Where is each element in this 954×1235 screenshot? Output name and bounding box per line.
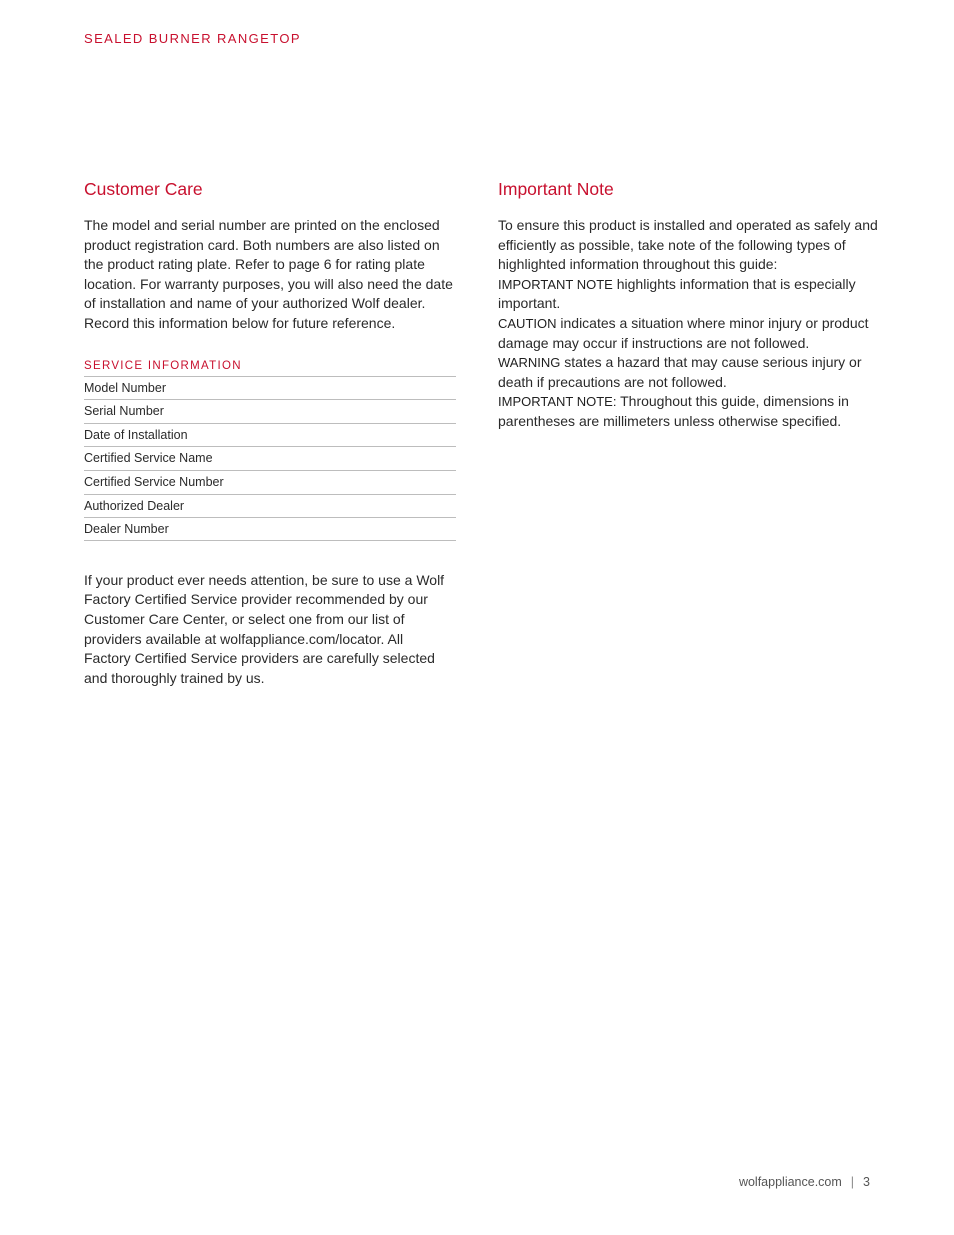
service-field-row: Model Number [84, 376, 456, 400]
service-information-label: SERVICE INFORMATION [84, 359, 242, 372]
note-caution [498, 314, 880, 353]
service-information-table [84, 376, 456, 541]
running-title: SEALED BURNER RANGETOP [84, 31, 301, 46]
note-text: Throughout this guide, dimensions in parentheses are millimeters unless otherwise specified. [498, 393, 849, 429]
service-field-row: Certified Service Number [84, 470, 456, 494]
important-note-intro: To ensure this product is installed and operated as safely and efficiently as possible, take note of the following types of highlighted information throughout this guide: [498, 217, 878, 273]
service-field-row: Serial Number [84, 399, 456, 423]
service-field-row: Certified Service Name [84, 446, 456, 470]
dimension-note [498, 392, 880, 431]
note-text: states a hazard that may cause serious injury or death if precautions are not followed. [498, 354, 862, 390]
customer-care-title: Customer Care [84, 179, 203, 199]
note-term: IMPORTANT NOTE [498, 276, 613, 292]
note-text: highlights information that is especially important. [498, 275, 856, 312]
note-term: CAUTION [498, 315, 557, 331]
service-field-row: Authorized Dealer [84, 494, 456, 518]
important-note-title: Important Note [498, 179, 614, 199]
page-footer [739, 1175, 870, 1189]
customer-care-intro: The model and serial number are printed on the enclosed product registration card. Both numbers are also listed on the product rating plate. Refer to page 6 for rating plate location. For warranty purposes, you will also need the date of installation and name of your authorized Wolf dealer. Record this information below for future reference. [84, 217, 453, 331]
service-field-row: Dealer Number [84, 517, 456, 541]
note-important [498, 275, 880, 314]
important-note-section [498, 176, 880, 432]
customer-care-section [84, 176, 456, 688]
service-field-row: Date of Installation [84, 423, 456, 447]
footer-separator: | [850, 1175, 855, 1189]
footer-website: wolfappliance.com [738, 1175, 842, 1189]
note-text: indicates a situation where minor injury or product damage may occur if instructions are not followed. [498, 314, 869, 351]
customer-care-outro: If your product ever needs attention, be sure to use a Wolf Factory Certified Service provider recommended by our Customer Care Center, or select one from our list of providers available at wolfappliance.com/locator. All Factory Certified Service providers are carefully selected and thoroughly trained by us. [84, 571, 445, 686]
page-number: 3 [863, 1175, 870, 1189]
note-term: WARNING [498, 355, 561, 371]
note-warning [498, 353, 880, 392]
note-term: IMPORTANT NOTE: [498, 394, 617, 410]
